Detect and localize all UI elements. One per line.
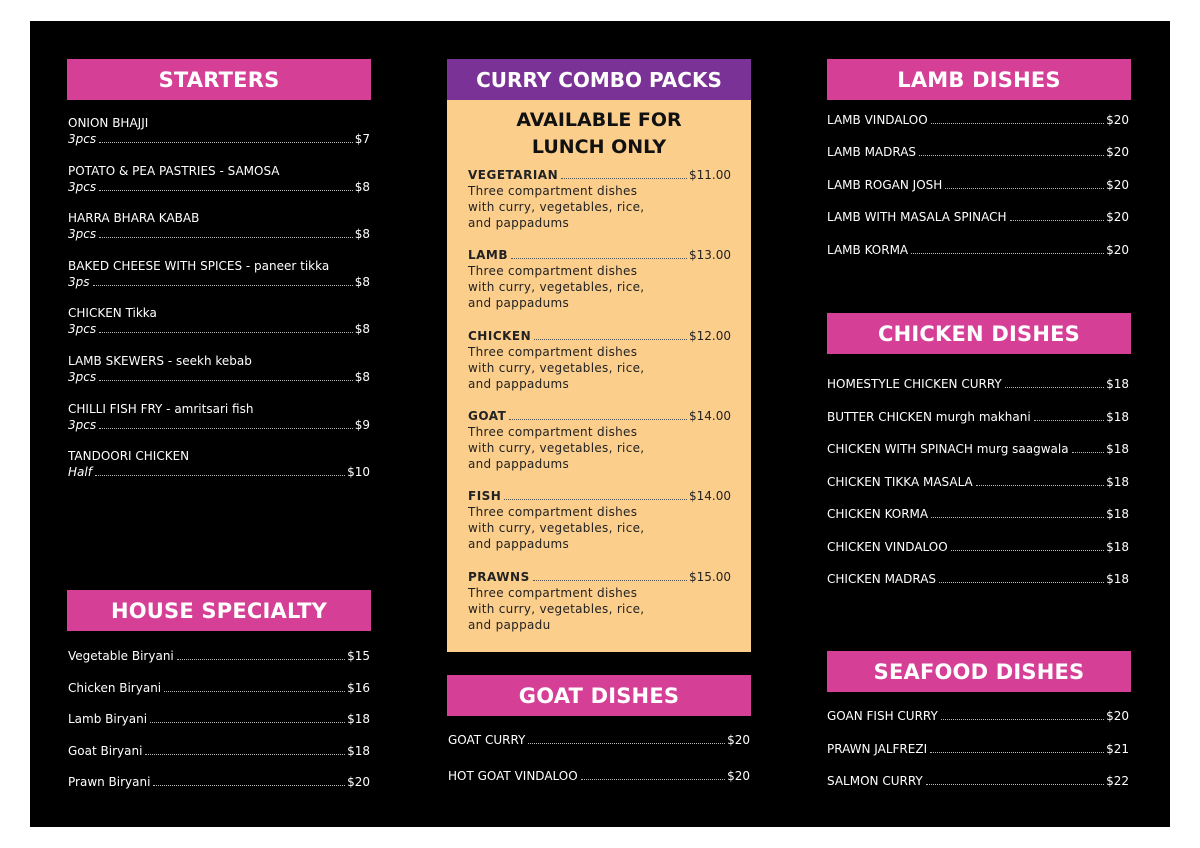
seafood-list [827, 709, 1129, 809]
menu-item-name-line [827, 507, 1129, 521]
menu-item-sub-line [68, 322, 370, 336]
menu-item-name-line [448, 733, 750, 747]
combo-item-description-line: Three compartment dishes [468, 424, 638, 439]
menu-item-name-line [827, 210, 1129, 224]
combo-item-name-line [468, 409, 731, 423]
menu-item-price: $18 [1106, 442, 1129, 456]
menu-item-name-line [68, 259, 370, 273]
combo-item-description-line: with curry, vegetables, rice, [468, 601, 645, 616]
menu-item-name-line [827, 475, 1129, 489]
menu-item-name-line [68, 116, 370, 130]
menu-item-name: PRAWN JALFREZI [827, 741, 928, 756]
combo-item-description-line: and pappadums [468, 296, 570, 311]
combo-item-description-line: with curry, vegetables, rice, [468, 440, 645, 455]
combo-item-price: $14.00 [689, 489, 731, 504]
dot-leader [99, 190, 353, 191]
menu-item-name-line [68, 306, 370, 320]
menu-item-price: $20 [1106, 145, 1129, 160]
dot-leader [511, 258, 687, 259]
combo-item [468, 168, 731, 231]
combo-item-name-line [468, 248, 731, 262]
menu-item-sub-line [68, 227, 370, 241]
dot-leader [581, 779, 725, 780]
menu-item-name: CHICKEN KORMA [827, 507, 929, 521]
dot-leader [1072, 452, 1104, 453]
combo-item-name-line [468, 168, 731, 182]
combo-item-description-line: Three compartment dishes [468, 264, 638, 279]
menu-item-price: $22 [1106, 774, 1129, 788]
menu-item-portion: 3pcs [68, 227, 97, 242]
menu-item [68, 259, 370, 289]
dot-leader [939, 582, 1104, 583]
menu-item [68, 402, 370, 432]
menu-item-name: Lamb Biryani [68, 712, 148, 726]
menu-item-price: $18 [347, 712, 370, 726]
menu-item [68, 354, 370, 384]
chicken-banner [827, 313, 1131, 354]
menu-item-price: $8 [354, 179, 370, 194]
combo-item-description-line: and pappadu [468, 617, 551, 632]
menu-item-name-line [68, 211, 370, 225]
dot-leader [99, 380, 353, 381]
dot-leader [528, 743, 725, 744]
menu-item [68, 211, 370, 241]
combo-item-description-line: with curry, vegetables, rice, [468, 360, 645, 375]
dot-leader [976, 485, 1104, 486]
combo-item-price: $12.00 [689, 328, 731, 343]
menu-item-name: HOMESTYLE CHICKEN CURRY [827, 377, 1002, 391]
menu-item-name: BAKED CHEESE WITH SPICES - paneer tikka [68, 258, 330, 273]
dot-leader [926, 784, 1104, 785]
dot-leader [919, 155, 1104, 156]
menu-item-name-line [827, 709, 1129, 723]
combo-item-description-line: and pappadums [468, 376, 570, 391]
combo-item [468, 248, 731, 311]
menu-item [827, 377, 1129, 391]
menu-item [68, 744, 370, 758]
menu-item-name-line [827, 742, 1129, 756]
combo-item-name: VEGETARIAN [468, 168, 559, 182]
combo-item [468, 409, 731, 472]
menu-item-name: CHICKEN VINDALOO [827, 539, 948, 554]
menu-item-price: $18 [347, 743, 370, 758]
menu-item-price: $8 [354, 274, 370, 289]
menu-item-price: $8 [354, 227, 370, 242]
menu-item [827, 410, 1129, 424]
menu-item-price: $8 [354, 322, 370, 337]
combo-item [468, 329, 731, 392]
combo-item-name-line [468, 570, 731, 584]
house-specialty-banner [67, 590, 371, 631]
menu-item-name-line [827, 377, 1129, 391]
menu-item [827, 709, 1129, 723]
dot-leader [1005, 387, 1104, 388]
combo-item-description-line: and pappadums [468, 216, 570, 230]
menu-item-name: SALMON CURRY [827, 774, 923, 788]
menu-item-name: Vegetable Biryani [68, 649, 174, 663]
menu-item-portion: 3pcs [68, 370, 97, 384]
dot-leader [911, 253, 1104, 254]
dot-leader [534, 339, 687, 340]
menu-item-name: LAMB SKEWERS - seekh kebab [68, 354, 252, 368]
combo-item-price: $13.00 [689, 248, 731, 263]
menu-item [827, 243, 1129, 257]
menu-item [827, 774, 1129, 788]
combo-item [468, 489, 731, 552]
menu-item-price: $20 [1106, 242, 1129, 257]
menu-item-price: $18 [1106, 377, 1129, 391]
combo-item-description-line: with curry, vegetables, rice, [468, 280, 645, 295]
combo-item-description [468, 424, 648, 472]
combo-item-description-line: and pappadums [468, 537, 570, 552]
dot-leader [561, 178, 687, 179]
combo-item-description-line: and pappadums [468, 456, 570, 471]
menu-item [827, 442, 1129, 456]
combo-item-name: GOAT [468, 408, 507, 423]
menu-item-name-line [68, 712, 370, 726]
chicken-list [827, 377, 1129, 607]
lamb-banner [827, 59, 1131, 100]
menu-item [827, 113, 1129, 127]
goat-list [448, 733, 750, 793]
menu-item [68, 681, 370, 695]
menu-item-portion: Half [68, 465, 92, 480]
menu-item-name-line [68, 354, 370, 368]
combo-panel [447, 59, 751, 652]
dot-leader [1034, 420, 1104, 421]
menu-item-sub-line [68, 180, 370, 194]
menu-item-name: BUTTER CHICKEN murgh makhani [827, 409, 1031, 424]
menu-item-name: Chicken Biryani [68, 680, 162, 695]
combo-item-price: $11.00 [689, 168, 731, 182]
menu-item-name: ONION BHAJJI [68, 116, 149, 130]
dot-leader [931, 123, 1104, 124]
menu-item-name: LAMB WITH MASALA SPINACH [827, 210, 1007, 225]
combo-item-description-line: Three compartment dishes [468, 505, 638, 520]
dot-leader [509, 419, 687, 420]
menu-item-price: $8 [354, 370, 370, 384]
combo-availability [447, 107, 751, 161]
dot-leader [153, 785, 345, 786]
menu-item-name-line [827, 145, 1129, 159]
dot-leader [941, 719, 1104, 720]
house-specialty-list [68, 649, 370, 809]
dot-leader [99, 237, 353, 238]
dot-leader [95, 475, 345, 476]
menu-item [827, 540, 1129, 554]
menu-item-sub-line [68, 418, 370, 432]
menu-item-name-line [68, 744, 370, 758]
menu-item-name: TANDOORI CHICKEN [68, 449, 190, 464]
menu-item-price: $21 [1106, 741, 1129, 756]
menu-item-sub-line [68, 465, 370, 479]
dot-leader [951, 550, 1104, 551]
menu-item-price: $18 [1106, 409, 1129, 424]
dot-leader [945, 188, 1104, 189]
menu-item-name-line [827, 113, 1129, 127]
menu-item-price: $20 [1106, 177, 1129, 192]
menu-item-sub-line [68, 132, 370, 146]
menu-item-name: GOAN FISH CURRY [827, 709, 938, 723]
menu-item-portion: 3pcs [68, 322, 97, 337]
menu-item-price: $18 [1106, 507, 1129, 521]
menu-item-name-line [68, 775, 370, 789]
dot-leader [177, 659, 345, 660]
dot-leader [99, 142, 353, 143]
menu-item-price: $18 [1106, 572, 1129, 586]
menu-item-price: $9 [354, 417, 370, 432]
starters-list [68, 116, 370, 496]
menu-item-name: Goat Biryani [68, 743, 143, 758]
menu-item-name-line [68, 449, 370, 463]
menu-item-portion: 3pcs [68, 179, 97, 194]
menu-item-name: LAMB MADRAS [827, 145, 917, 160]
menu-item-name-line [827, 442, 1129, 456]
combo-item-description [468, 263, 648, 311]
menu-item-portion: 3ps [68, 274, 90, 289]
menu-item-price: $16 [347, 680, 370, 695]
menu-item-name-line [827, 540, 1129, 554]
combo-availability-line2: LUNCH ONLY [531, 136, 667, 158]
combo-item-description-line: Three compartment dishes [468, 184, 638, 198]
dot-leader [164, 691, 345, 692]
menu-item-price: $20 [1106, 210, 1129, 225]
menu-item [68, 775, 370, 789]
menu-item-name: LAMB ROGAN JOSH [827, 177, 943, 192]
menu-item-name-line [68, 402, 370, 416]
combo-item-name: LAMB [468, 248, 509, 263]
goat-banner [447, 675, 751, 716]
menu-item-name: CHILLI FISH FRY - amritsari fish [68, 401, 254, 416]
dot-leader [99, 332, 353, 333]
menu-item-price: $20 [727, 769, 750, 783]
combo-item-name-line [468, 329, 731, 343]
combo-item-name: PRAWNS [468, 569, 530, 584]
menu-item-name-line [827, 774, 1129, 788]
house-specialty-title: HOUSE SPECIALTY [110, 598, 328, 623]
menu-item-name: GOAT CURRY [448, 733, 526, 747]
menu-item-name-line [448, 769, 750, 783]
lamb-title: LAMB DISHES [897, 67, 1061, 92]
combo-item-price: $15.00 [689, 569, 731, 584]
combo-item-description [468, 504, 648, 552]
menu-board [30, 21, 1170, 827]
menu-item-name-line [827, 243, 1129, 257]
menu-item-name: LAMB KORMA [827, 242, 909, 257]
seafood-title: SEAFOOD DISHES [873, 659, 1085, 684]
menu-item [448, 733, 750, 747]
combo-item-description [468, 344, 648, 392]
menu-item-name: HARRA BHARA KABAB [68, 211, 200, 226]
menu-item-sub-line [68, 275, 370, 289]
starters-title: STARTERS [158, 67, 280, 92]
menu-item [68, 306, 370, 336]
menu-item-sub-line [68, 370, 370, 384]
menu-item-name: HOT GOAT VINDALOO [448, 769, 578, 783]
menu-item [68, 649, 370, 663]
menu-item-price: $10 [347, 465, 370, 480]
menu-item [827, 210, 1129, 224]
combo-item-description-line: Three compartment dishes [468, 585, 638, 600]
dot-leader [931, 517, 1104, 518]
menu-item-name: CHICKEN TIKKA MASALA [827, 474, 973, 489]
dot-leader [504, 499, 687, 500]
menu-item-name: CHICKEN Tikka [68, 306, 157, 321]
menu-item-name: Prawn Biryani [68, 775, 151, 789]
combo-item-description [468, 585, 648, 633]
goat-title: GOAT DISHES [518, 683, 680, 708]
menu-item-name-line [68, 649, 370, 663]
menu-item [827, 145, 1129, 159]
chicken-title: CHICKEN DISHES [878, 321, 1080, 346]
seafood-banner [827, 651, 1131, 692]
menu-item-name: CHICKEN WITH SPINACH murg saagwala [827, 442, 1069, 456]
combo-item-description-line: with curry, vegetables, rice, [468, 200, 645, 214]
menu-item [68, 164, 370, 194]
menu-item-price: $18 [1106, 474, 1129, 489]
menu-item [827, 507, 1129, 521]
menu-item-name: CHICKEN MADRAS [827, 572, 937, 586]
combo-item-description-line: with curry, vegetables, rice, [468, 521, 645, 536]
dot-leader [99, 428, 353, 429]
starters-banner [67, 59, 371, 100]
dot-leader [150, 722, 345, 723]
menu-item [827, 572, 1129, 586]
combo-item-description-line: Three compartment dishes [468, 344, 638, 359]
menu-item-price: $20 [727, 733, 750, 747]
menu-item [827, 742, 1129, 756]
dot-leader [145, 754, 345, 755]
menu-item-name: POTATO & PEA PASTRIES - SAMOSA [68, 163, 280, 178]
dot-leader [930, 752, 1104, 753]
menu-item-price: $20 [1106, 709, 1129, 723]
menu-item-name: LAMB VINDALOO [827, 113, 928, 127]
combo-header [447, 59, 751, 100]
combo-item [468, 570, 731, 633]
menu-item-price: $18 [1106, 539, 1129, 554]
lamb-list [827, 113, 1129, 283]
menu-item-portion: 3pcs [68, 417, 97, 432]
menu-item [68, 449, 370, 479]
menu-item [68, 116, 370, 146]
menu-item [827, 178, 1129, 192]
combo-availability-line1: AVAILABLE FOR [516, 109, 682, 131]
menu-item-portion: 3pcs [68, 132, 97, 146]
dot-leader [93, 285, 353, 286]
menu-item [827, 475, 1129, 489]
combo-title: CURRY COMBO PACKS [476, 67, 722, 92]
dot-leader [533, 580, 687, 581]
menu-item-price: $20 [347, 775, 370, 789]
menu-item [448, 769, 750, 783]
combo-item-price: $14.00 [689, 408, 731, 423]
combo-item-description [468, 183, 648, 231]
combo-item-name: CHICKEN [468, 328, 532, 343]
menu-item-name-line [68, 681, 370, 695]
dot-leader [1010, 220, 1105, 221]
menu-item-name-line [827, 410, 1129, 424]
menu-item-name-line [827, 572, 1129, 586]
menu-item-price: $15 [347, 649, 370, 663]
menu-item-name-line [68, 164, 370, 178]
combo-item-name: FISH [468, 489, 502, 504]
menu-item-price: $20 [1106, 113, 1129, 127]
combo-item-name-line [468, 489, 731, 503]
menu-item-price: $7 [354, 132, 370, 146]
menu-item-name-line [827, 178, 1129, 192]
menu-item [68, 712, 370, 726]
